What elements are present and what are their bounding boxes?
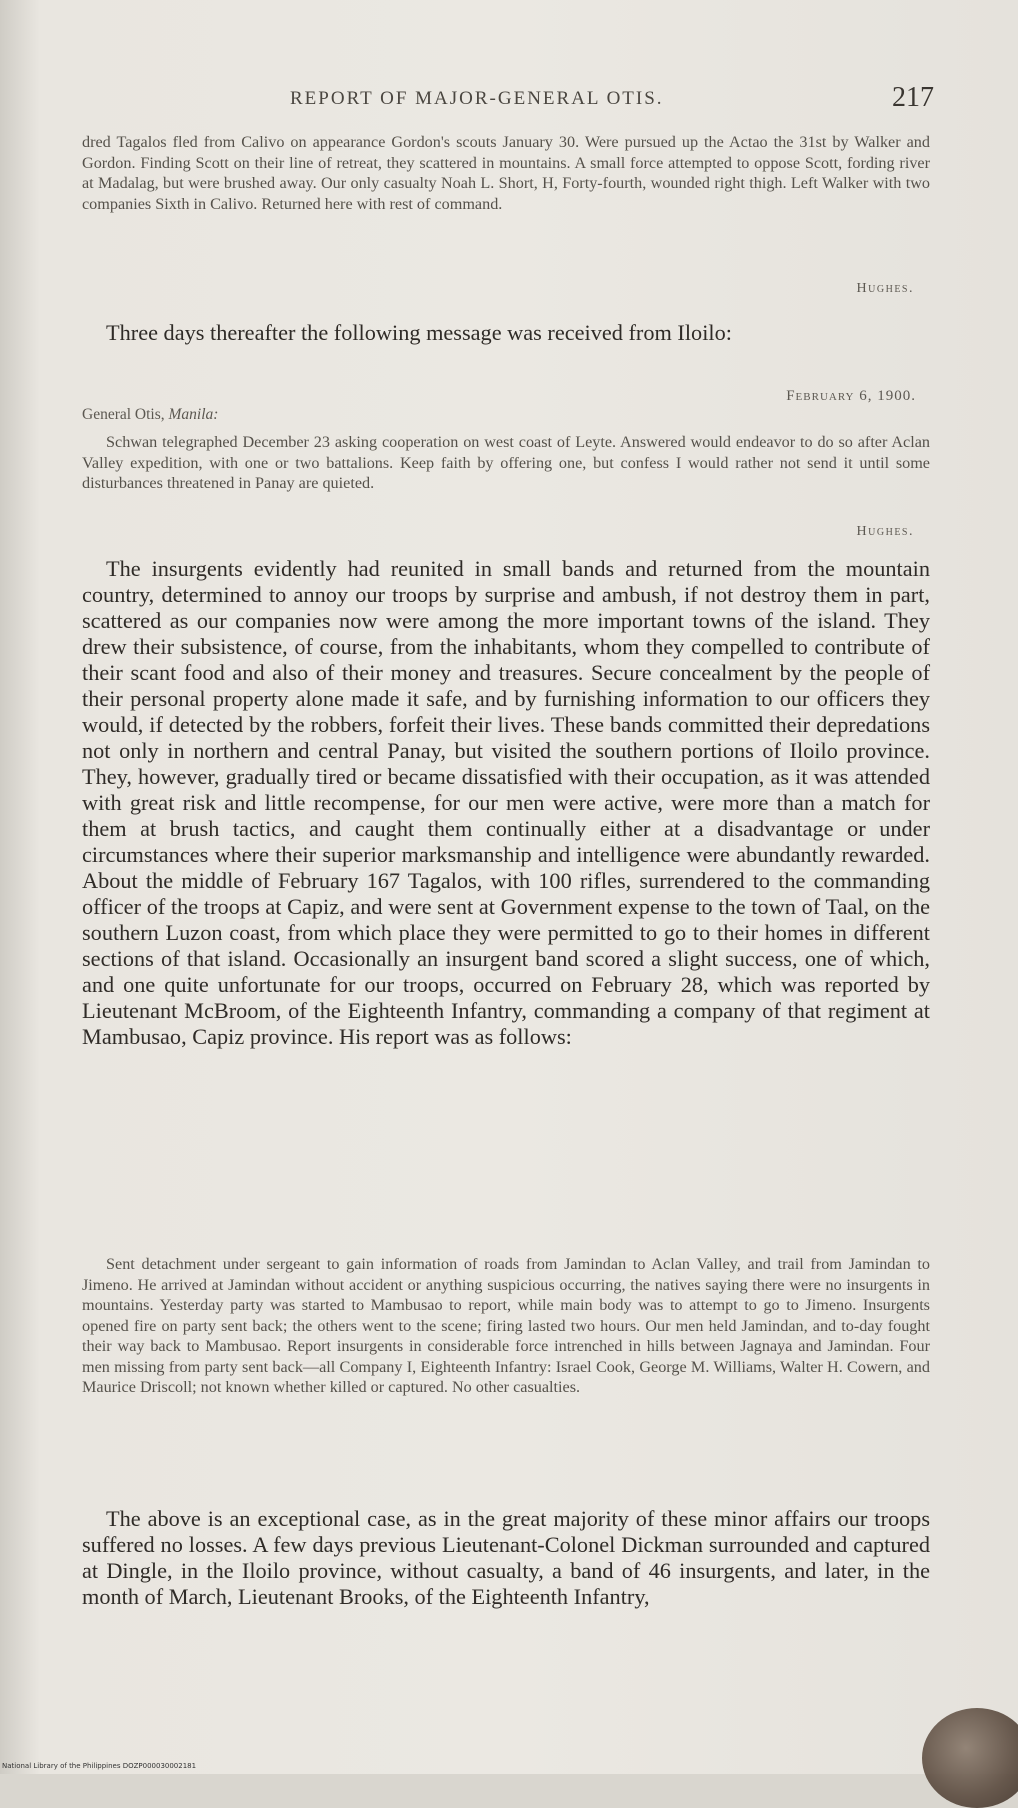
scanner-thumb-shadow	[922, 1708, 1018, 1808]
running-title: REPORT OF MAJOR-GENERAL OTIS.	[290, 88, 664, 109]
page-header	[80, 82, 940, 122]
salutation-place: Manila:	[168, 406, 219, 423]
paragraph-exceptional-case: The above is an exceptional case, as in the great majority of these minor affairs our troops suffered no losses. A few days previous Lieutenant-Colonel Dickman surrounded and captured at Dingle, in the Iloilo province, without casualty, a band of 46 insurgents, and later, in the month of March, Lieutenant Brooks, of the Eighteenth Infantry,	[82, 1506, 930, 1609]
salutation-name: General Otis,	[82, 406, 169, 423]
telegram-hughes-2: Schwan telegraphed December 23 asking cooperation on west coast of Leyte. Answered would endeavor to do so after Aclan Valley expedition, with one or two battalions. Keep faith by offering one, but confess I would rather not send it until some disturbances threatened in Panay are quieted.	[82, 433, 930, 492]
telegram-mcbroom-report: Sent detachment under sergeant to gain information of roads from Jamindan to Aclan Valley, and trail from Jamindan to Jimeno. He arrived at Jamindan without accident or anything suspicious occurring, the natives saying there were no insurgents in mountains. Yesterday party was started to Mambusao to report, while main body was to attempt to go to Jimeno. Insurgents opened fire on party sent back; the others went to the scene; firing lasted two hours. Our men held Jamindan, and to-day fought their way back to Mambusao. Report insurgents in considerable force intrenched in hills between Jagnaya and Jamindan. Four men missing from party sent back—all Company I, Eighteenth Infantry: Israel Cook, George M. Williams, Walter H. Cowern, and Maurice Driscoll; not known whether killed or captured. No other casualties.	[82, 1255, 930, 1396]
telegram-salutation	[82, 406, 218, 424]
paragraph-insurgents: The insurgents evidently had reunited in small bands and returned from the mountain country, determined to annoy our troops by surprise and ambush, if not destroy them in part, scattered as our companies now were among the more important towns of the island. They drew their subsistence, of course, from the inhabitants, whom they compelled to contribute of their scant food and also of their money and treasures. Secure concealment by the people of their personal property alone made it safe, and by furnishing information to our officers they would, if detected by the robbers, forfeit their lives. These bands committed their depredations not only in northern and central Panay, but visited the southern portions of Iloilo province. They, however, gradually tired or became dissatisfied with their occupation, as it was attended with great risk and little recompense, for our men were active, were more than a match for them at brush tactics, and caught them continually either at a disadvantage or under circumstances where their superior marksmanship and intelligence were abundantly rewarded. About the middle of February 167 Tagalos, with 100 rifles, surrendered to the commanding officer of the troops at Capiz, and were sent at Government expense to the town of Taal, on the southern Luzon coast, from which place they were permitted to go to their homes in different sections of that island. Occasionally an insurgent band scored a slight success, one of which, and one quite unfortunate for our troops, occurred on February 28, which was reported by Lieutenant McBroom, of the Eighteenth Infantry, commanding a company of that regiment at Mambusao, Capiz province. His report was as follows:	[82, 556, 930, 1049]
page-number: 217	[892, 82, 934, 113]
telegram-dateline: February 6, 1900.	[786, 388, 916, 404]
telegram-hughes-1: dred Tagalos fled from Calivo on appearance Gordon's scouts January 30. Were pursued up the Actao the 31st by Walker and Gordon. Finding Scott on their line of retreat, they scattered in mountains. A small force attempted to oppose Scott, fording river at Madalag, but were brushed away. Our only casualty Noah L. Short, H, Forty-fourth, wounded right thigh. Left Walker with two companies Sixth in Calivo. Returned here with rest of command.	[82, 133, 930, 213]
signature-hughes-1: Hughes.	[856, 281, 914, 296]
paragraph-three-days: Three days thereafter the following message was received from Iloilo:	[106, 320, 732, 345]
signature-hughes-2: Hughes.	[856, 524, 914, 539]
library-stamp: National Library of the Philippines DOZP000030002181	[2, 1762, 197, 1770]
